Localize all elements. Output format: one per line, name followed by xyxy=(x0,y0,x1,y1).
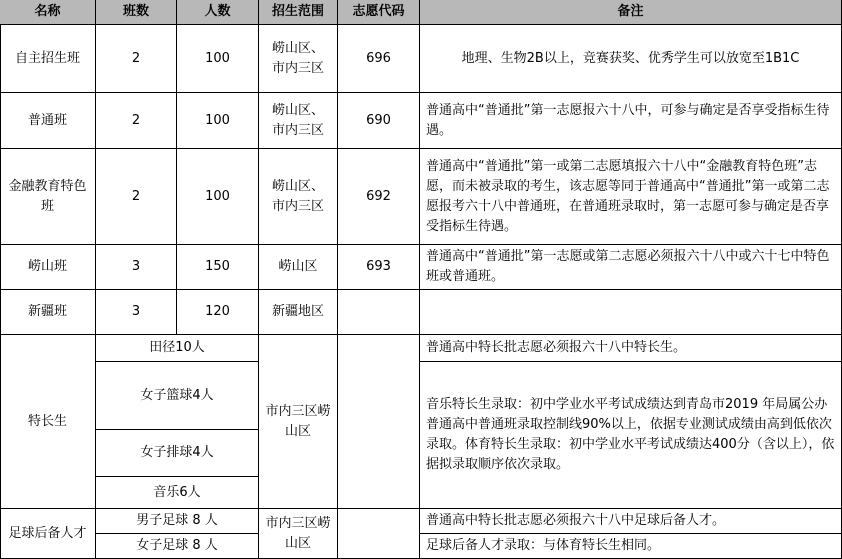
row-classes: 3 xyxy=(96,290,177,335)
row-name: 自主招生班 xyxy=(0,25,96,93)
row-name: 新疆班 xyxy=(0,290,96,335)
football-scope: 市内三区崂山区 xyxy=(259,509,338,559)
row-classes: 2 xyxy=(96,25,177,93)
row-name: 普通班 xyxy=(0,93,96,149)
row-people: 150 xyxy=(177,245,259,290)
row-classes: 2 xyxy=(96,149,177,245)
special-code xyxy=(338,335,420,509)
header-remark: 备注 xyxy=(420,0,842,25)
special-item: 音乐6人 xyxy=(96,477,259,509)
row-code: 696 xyxy=(338,25,420,93)
row-people: 100 xyxy=(177,93,259,149)
row-code xyxy=(338,290,420,335)
football-code xyxy=(338,509,420,559)
header-name: 名称 xyxy=(0,0,96,25)
row-code: 692 xyxy=(338,149,420,245)
row-remark: 普通高中“普通批”第一志愿或第二志愿必须报六十八中或六十七中特色班或普通班。 xyxy=(420,245,842,290)
row-remark xyxy=(420,290,842,335)
football-name: 足球后备人才 xyxy=(0,509,96,559)
row-code: 693 xyxy=(338,245,420,290)
special-name: 特长生 xyxy=(0,335,96,509)
special-scope: 市内三区崂山区 xyxy=(259,335,338,509)
header-classes: 班数 xyxy=(96,0,177,25)
header-code: 志愿代码 xyxy=(338,0,420,25)
row-remark: 普通高中“普通批”第一或第二志愿填报六十八中“金融教育特色班”志愿，而未被录取的考生，该志愿等同于普通高中“普通批”第一或第二志愿报考六十八中普通班，在普通班录取时，第一志愿可参与确定是否享受指标生待遇。 xyxy=(420,149,842,245)
row-scope: 崂山区、市内三区 xyxy=(259,25,338,93)
row-classes: 3 xyxy=(96,245,177,290)
football-item: 女子足球 8 人 xyxy=(96,534,259,559)
football-remark: 普通高中特长批志愿必须报六十八中足球后备人才。 xyxy=(420,509,842,534)
header-scope: 招生范围 xyxy=(259,0,338,25)
row-scope: 崂山区、市内三区 xyxy=(259,93,338,149)
special-item: 女子排球4人 xyxy=(96,430,259,477)
football-item: 男子足球 8 人 xyxy=(96,509,259,534)
row-people: 120 xyxy=(177,290,259,335)
football-remark: 足球后备人才录取：与体育特长生相同。 xyxy=(420,534,842,559)
special-remark: 普通高中特长批志愿必须报六十八中特长生。 xyxy=(420,335,842,362)
row-remark: 地理、生物2B以上，竞赛获奖、优秀学生可以放宽至1B1C xyxy=(420,25,842,93)
row-code: 690 xyxy=(338,93,420,149)
row-scope: 新疆地区 xyxy=(259,290,338,335)
row-name: 金融教育特色班 xyxy=(0,149,96,245)
row-name: 崂山班 xyxy=(0,245,96,290)
row-people: 100 xyxy=(177,25,259,93)
row-people: 100 xyxy=(177,149,259,245)
special-remark: 音乐特长生录取：初中学业水平考试成绩达到青岛市2019 年局属公办普通高中普通班录取控制线90%以上，依据专业测试成绩由高到低依次录取。体育特长生录取：初中学业水平考试成绩达400分（含以上），依据拟录取顺序依次录取。 xyxy=(420,362,842,509)
row-remark: 普通高中“普通批”第一志愿报六十八中，可参与确定是否享受指标生待遇。 xyxy=(420,93,842,149)
header-people: 人数 xyxy=(177,0,259,25)
special-item: 田径10人 xyxy=(96,335,259,362)
row-classes: 2 xyxy=(96,93,177,149)
special-item: 女子篮球4人 xyxy=(96,362,259,430)
row-scope: 崂山区 xyxy=(259,245,338,290)
row-scope: 崂山区、市内三区 xyxy=(259,149,338,245)
